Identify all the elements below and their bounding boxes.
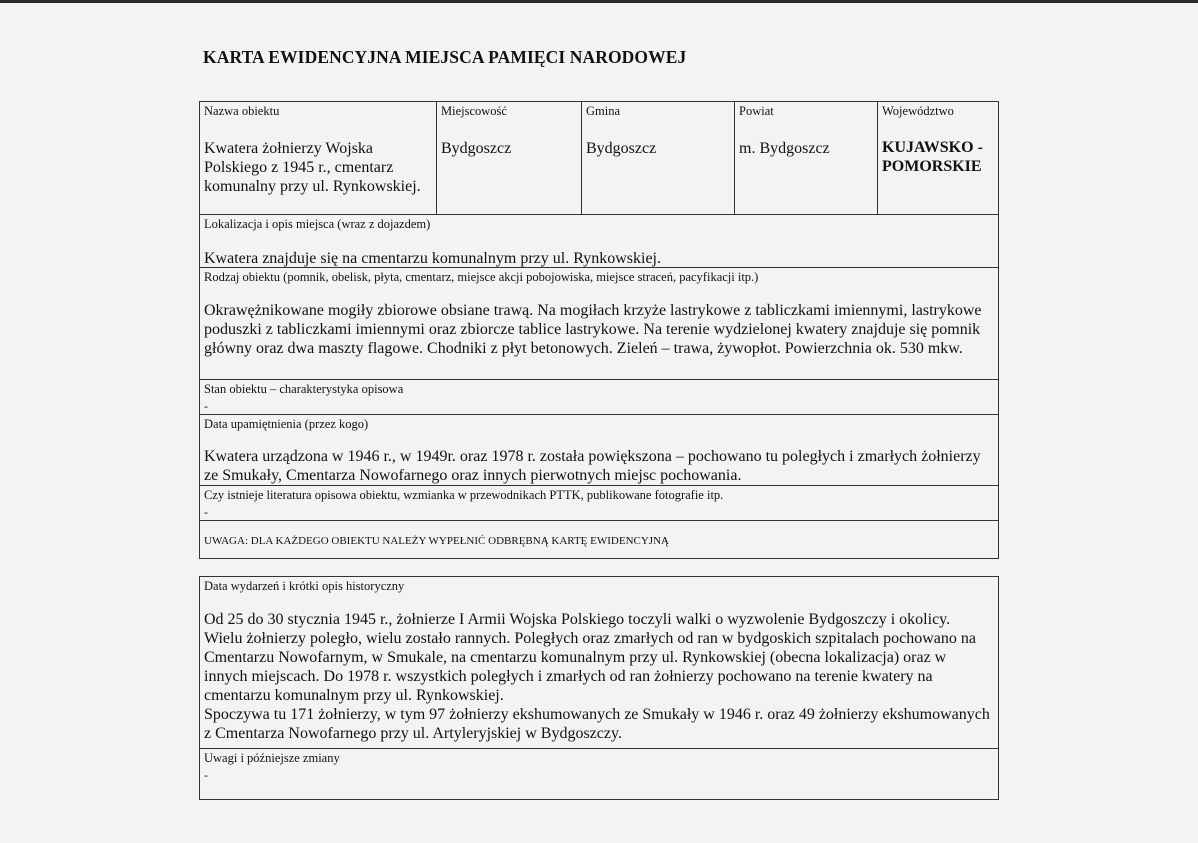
value-stan-obiektu: -	[204, 399, 208, 413]
value-data-upamietnienia: Kwatera urządzona w 1946 r., w 1949r. oraz 1978 r. została powiększona – pochowano tu poległych i zmarłych żołnierzy ze Smukały, Cmentarza Nowofarnego oraz innych pierwotnych miejsc pochowania.	[204, 448, 981, 484]
label-literatura: Czy istnieje literatura opisowa obiektu, wzmianka w przewodnikach PTTK, publikowane fotografie itp.	[204, 488, 724, 502]
historia-paragraph-1: Od 25 do 30 stycznia 1945 r., żołnierze I Armii Wojska Polskiego toczyli walki o wyzwolenie Bydgoszczy i okolicy. Wielu żołnierzy poległo, wielu zostało rannych. Poległych oraz zmarłych od ran w bydgoskich szpitalach pochowano na Cmentarzu Nowofarnym, w Smukale, na cmentarzu komunalnym przy ul. Rynkowskiej (obecna lokalizacja) oraz w innych miejscach. Do 1978 r. wszystkich poległych i zmarłych od ran żołnierzy pochowano na terenie kwatery na cmentarzu komunalnym przy ul. Rynkowskiej.	[204, 611, 976, 704]
historia-paragraph-2: Spoczywa tu 171 żołnierzy, w tym 97 żołnierzy ekshumowanych ze Smukały w 1946 r. oraz 49 żołnierzy ekshumowanych z Cmentarza Nowofarnego przy ul. Artyleryjskiej w Bydgoszczy.	[204, 706, 990, 742]
cell-wojewodztwo	[877, 102, 998, 214]
section-stan-obiektu	[200, 379, 998, 415]
label-uwagi: Uwagi i późniejsze zmiany	[204, 751, 340, 765]
section-lokalizacja	[200, 214, 998, 268]
page-title: KARTA EWIDENCYJNA MIEJSCA PAMIĘCI NARODOWEJ	[203, 47, 687, 67]
section-literatura	[200, 485, 998, 521]
label-miejscowosc: Miejscowość	[441, 104, 507, 118]
cell-nazwa	[200, 102, 436, 214]
label-nazwa-obiektu: Nazwa obiektu	[204, 104, 280, 118]
label-data-upamietnienia: Data upamiętnienia (przez kogo)	[204, 417, 369, 431]
label-stan-obiektu: Stan obiektu – charakterystyka opisowa	[204, 382, 404, 396]
value-powiat: m. Bydgoszcz	[739, 140, 830, 157]
value-miejscowosc: Bydgoszcz	[441, 140, 512, 157]
value-historia	[204, 610, 992, 743]
value-uwagi: -	[204, 768, 208, 782]
cell-powiat	[734, 102, 878, 214]
value-gmina: Bydgoszcz	[586, 140, 657, 157]
value-rodzaj-obiektu: Okrawężnikowane mogiły zbiorowe obsiane trawą. Na mogiłach krzyże lastrykowe z tabliczkami imiennymi, lastrykowe poduszki z tabliczkami imiennymi oraz zbiorcze tablice lastrykowe. Na terenie wydzielonej kwatery znajduje się pomnik główny oraz dwa maszty flagowe. Chodniki z płyt betonowych. Zieleń – trawa, żywopłot. Powierzchnia ok. 530 mkw.	[204, 302, 982, 357]
label-historia: Data wydarzeń i krótki opis historyczny	[204, 579, 405, 593]
label-gmina: Gmina	[586, 104, 621, 118]
value-literatura: -	[204, 505, 208, 519]
uwaga-notice: UWAGA: DLA KAŻDEGO OBIEKTU NALEŻY WYPEŁNIĆ ODBRĘBNĄ KARTĘ EWIDENCYJNĄ	[204, 535, 669, 547]
cell-gmina	[581, 102, 735, 214]
scan-top-edge	[0, 0, 1198, 3]
section-uwaga	[200, 520, 998, 558]
identification-row	[200, 102, 998, 214]
section-rodzaj-obiektu	[200, 267, 998, 380]
history-table	[199, 576, 999, 800]
value-lokalizacja: Kwatera znajduje się na cmentarzu komunalnym przy ul. Rynkowskiej.	[204, 250, 661, 267]
record-card-table	[199, 101, 999, 559]
label-powiat: Powiat	[739, 104, 774, 118]
label-lokalizacja: Lokalizacja i opis miejsca (wraz z dojazdem)	[204, 217, 431, 231]
value-wojewodztwo: KUJAWSKO - POMORSKIE	[882, 139, 983, 175]
section-uwagi	[200, 748, 998, 799]
label-rodzaj-obiektu: Rodzaj obiektu (pomnik, obelisk, płyta, cmentarz, miejsce akcji pobojowiska, miejsce straceń, pacyfikacji itp.)	[204, 270, 759, 284]
section-historia	[200, 577, 998, 748]
value-nazwa-obiektu: Kwatera żołnierzy Wojska Polskiego z 1945 r., cmentarz komunalny przy ul. Rynkowskiej.	[204, 140, 421, 195]
section-data-upamietnienia	[200, 414, 998, 486]
cell-miejscowosc	[436, 102, 582, 214]
label-wojewodztwo: Województwo	[882, 104, 954, 118]
